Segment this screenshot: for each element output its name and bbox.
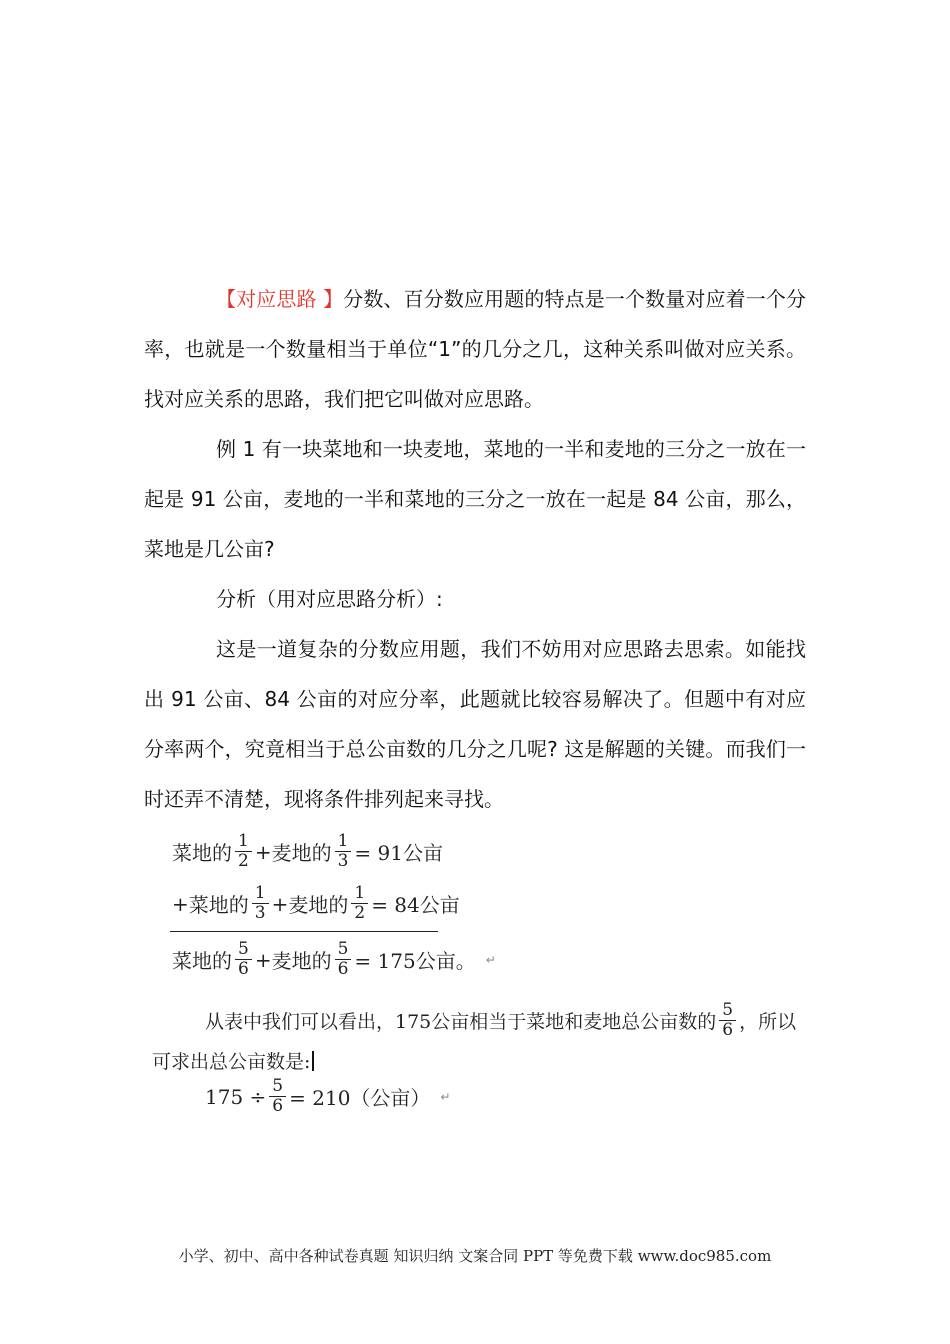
fraction: $\frac{5}{6}$ (719, 1002, 736, 1039)
conclusion-line-1 (205, 1002, 796, 1039)
conclusion-text: 从表中我们可以看出，175公亩相当于菜地和麦地总公亩数的 (205, 1011, 717, 1033)
plus-sign: + (254, 947, 272, 972)
label-vegetable-field: 菜地的 (172, 949, 232, 973)
conclusion-line-2 (152, 1047, 314, 1074)
fraction: $\frac{1}{3}$ (252, 885, 269, 922)
plus-sign: + (271, 891, 289, 916)
analysis-heading: 分析（用对应思路分析）: (216, 587, 443, 611)
equation-result: = 84公亩 (371, 893, 460, 917)
conclusion-block (150, 1000, 810, 1130)
equation-row-2 (172, 885, 460, 922)
fraction: $\frac{5}{6}$ (335, 941, 352, 978)
text-cursor-icon (312, 1051, 314, 1071)
label-vegetable-field: 菜地的 (172, 841, 232, 865)
intro-tag: 【对应思路 】 (216, 287, 344, 311)
equation-result: = 175公亩。 (354, 949, 476, 973)
intro-text: 分数、百分数应用题的特点是一个数量对应着一个分率，也就是一个数量相当于单位“1”的几分之几，这种关系叫做对应关系。找对应关系的思路，我们把它叫做对应思路。 (144, 287, 807, 411)
analysis-paragraph: 这是一道复杂的分数应用题，我们不妨用对应思路去思索。如能找出 91 公亩、84 公亩的对应分率，此题就比较容易解决了。但题中有对应分率两个，究竟相当于总公亩数的几分之几呢? 这是解题的关键。而我们一时还弄不清楚，现将条件排列起来寻找。 (144, 637, 806, 811)
example-paragraph: 例 1 有一块菜地和一块麦地，菜地的一半和麦地的三分之一放在一起是 91 公亩，麦地的一半和菜地的三分之一放在一起是 84 公亩，那么，菜地是几公亩? (144, 437, 806, 561)
paragraph-return-icon: ↵ (440, 1089, 451, 1104)
label-wheat-field: 麦地的 (271, 949, 332, 973)
plus-sign: + (254, 839, 272, 864)
label-vegetable-field: 菜地的 (188, 893, 249, 917)
equation-row-3 (172, 941, 496, 978)
equation-row-1 (172, 833, 443, 870)
paragraph-return-icon: ↵ (485, 952, 496, 967)
equation-result: = 91公亩 (354, 841, 443, 865)
fraction: $\frac{5}{6}$ (269, 1078, 286, 1115)
calc-dividend: 175 ÷ (205, 1084, 267, 1109)
fraction: $\frac{1}{2}$ (351, 885, 368, 922)
sum-rule (170, 931, 438, 932)
fraction: $\frac{5}{6}$ (235, 941, 252, 978)
plus-prefix: + (172, 891, 189, 916)
intro-paragraph (144, 274, 806, 424)
label-wheat-field: 麦地的 (288, 893, 349, 917)
calc-result: = 210（公亩） (289, 1086, 431, 1110)
label-wheat-field: 麦地的 (271, 841, 332, 865)
fraction: $\frac{1}{2}$ (235, 833, 252, 870)
calculation-line (205, 1078, 450, 1115)
equation-table (150, 825, 670, 995)
page-footer: 小学、初中、高中各种试卷真题 知识归纳 文案合同 PPT 等免费下载 www.doc985.com (178, 1247, 772, 1265)
fraction: $\frac{1}{3}$ (335, 833, 352, 870)
conclusion-text-2: 可求出总公亩数是: (152, 1051, 311, 1073)
conclusion-tail: ，所以 (739, 1011, 797, 1033)
